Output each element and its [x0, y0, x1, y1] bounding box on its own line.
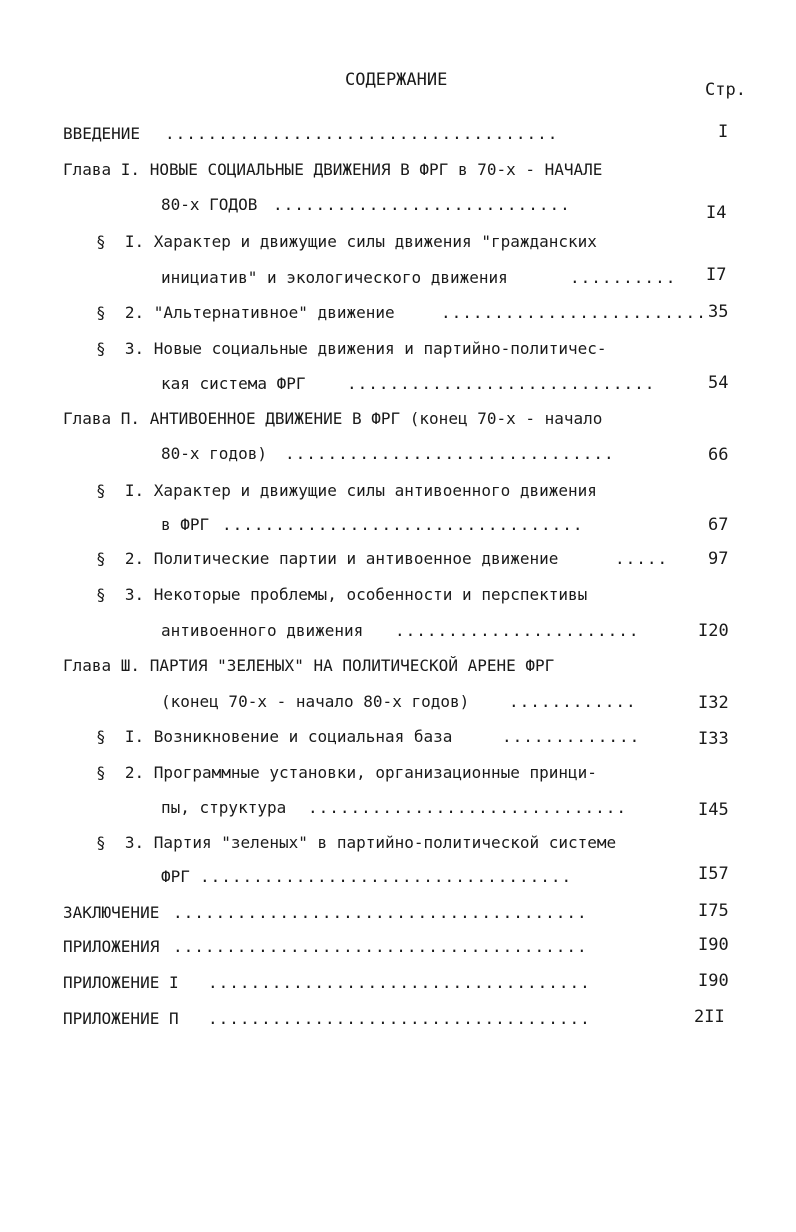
toc-entry-label: ВВЕДЕНИЕ [63, 124, 141, 143]
toc-entry-label: § 2. Программные установки, организационные принци- [96, 763, 597, 782]
toc-leader-dots: .......... [570, 268, 677, 287]
toc-entry-continuation: 80-х ГОДОВ [161, 195, 258, 214]
toc-entry-label: Глава П. АНТИВОЕННОЕ ДВИЖЕНИЕ В ФРГ (конец 70-х - начало [63, 409, 603, 428]
toc-entry-label: ПРИЛОЖЕНИЕ I [63, 973, 179, 992]
toc-entry-continuation: кая система ФРГ [161, 374, 306, 393]
toc-leader-dots: ............................ [273, 195, 571, 214]
toc-page-number: I20 [698, 621, 729, 641]
toc-leader-dots: ................................... [200, 867, 573, 886]
page-title: СОДЕРЖАНИЕ [345, 70, 448, 90]
toc-entry-label: § I. Характер и движущие силы антивоенного движения [96, 481, 597, 500]
toc-page-number: I57 [698, 864, 729, 884]
page-column-header: Стр. [705, 80, 746, 100]
toc-page-number: I90 [698, 971, 729, 991]
toc-entry-label: Глава I. НОВЫЕ СОЦИАЛЬНЫЕ ДВИЖЕНИЯ В ФРГ в 70-х - НАЧАЛЕ [63, 160, 603, 179]
toc-entry-label: § 3. Новые социальные движения и партийно-политичес- [96, 339, 607, 358]
toc-entry-label: § 2. "Альтернативное" движение [96, 303, 395, 322]
toc-entry-label: ЗАКЛЮЧЕНИЕ [63, 903, 160, 922]
toc-entry-label: Глава Ш. ПАРТИЯ "ЗЕЛЕНЫХ" НА ПОЛИТИЧЕСКОЙ АРЕНЕ ФРГ [63, 656, 555, 675]
toc-page-number: I75 [698, 901, 729, 921]
toc-leader-dots: ............. [502, 727, 641, 746]
toc-entry-continuation: (конец 70-х - начало 80-х годов) [161, 692, 470, 711]
toc-leader-dots: ......................... [441, 303, 707, 322]
toc-entry-continuation: инициатив" и экологического движения [161, 268, 508, 287]
toc-leader-dots: .............................. [308, 798, 627, 817]
toc-leader-dots: .................................... [208, 973, 591, 992]
toc-entry-continuation: пы, структура [161, 798, 287, 817]
toc-page-number: 97 [708, 549, 729, 569]
toc-page-number: 67 [708, 515, 729, 535]
toc-entry-label: § 3. Партия "зеленых" в партийно-политической системе [96, 833, 617, 852]
toc-entry-label: ПРИЛОЖЕНИЯ [63, 937, 160, 956]
toc-leader-dots: ............................... [285, 444, 615, 463]
toc-leader-dots: ....................................... [173, 937, 588, 956]
toc-leader-dots: ....................................... [173, 903, 588, 922]
toc-page-number: 54 [708, 373, 729, 393]
toc-leader-dots: ............................. [347, 374, 656, 393]
toc-page-number: I33 [698, 729, 729, 749]
toc-entry-continuation: ФРГ [161, 867, 190, 886]
toc-entry-label: ПРИЛОЖЕНИЕ П [63, 1009, 179, 1028]
toc-leader-dots: ..... [615, 549, 669, 568]
toc-page-number: I [718, 122, 729, 142]
toc-page-number: 66 [708, 445, 729, 465]
toc-page-number: I7 [706, 265, 727, 285]
toc-entry-continuation: в ФРГ [161, 515, 210, 534]
toc-leader-dots: .................................... [208, 1009, 591, 1028]
toc-entry-label: § I. Возникновение и социальная база [96, 727, 453, 746]
toc-leader-dots: ....................... [395, 621, 640, 640]
toc-page-number: I4 [706, 203, 727, 223]
toc-leader-dots: .................................. [222, 515, 584, 534]
toc-leader-dots: ..................................... [165, 124, 559, 143]
toc-page-number: I32 [698, 693, 729, 713]
toc-entry-continuation: антивоенного движения [161, 621, 364, 640]
toc-leader-dots: ............ [509, 692, 637, 711]
toc-entry-continuation: 80-х годов) [161, 444, 267, 463]
toc-entry-label: § I. Характер и движущие силы движения "гражданских [96, 232, 597, 251]
toc-page-number: 35 [708, 302, 729, 322]
toc-page-number: I90 [698, 935, 729, 955]
toc-entry-label: § 3. Некоторые проблемы, особенности и перспективы [96, 585, 588, 604]
toc-page-number: 2II [694, 1007, 725, 1027]
toc-page-number: I45 [698, 800, 729, 820]
toc-entry-label: § 2. Политические партии и антивоенное движение [96, 549, 559, 568]
